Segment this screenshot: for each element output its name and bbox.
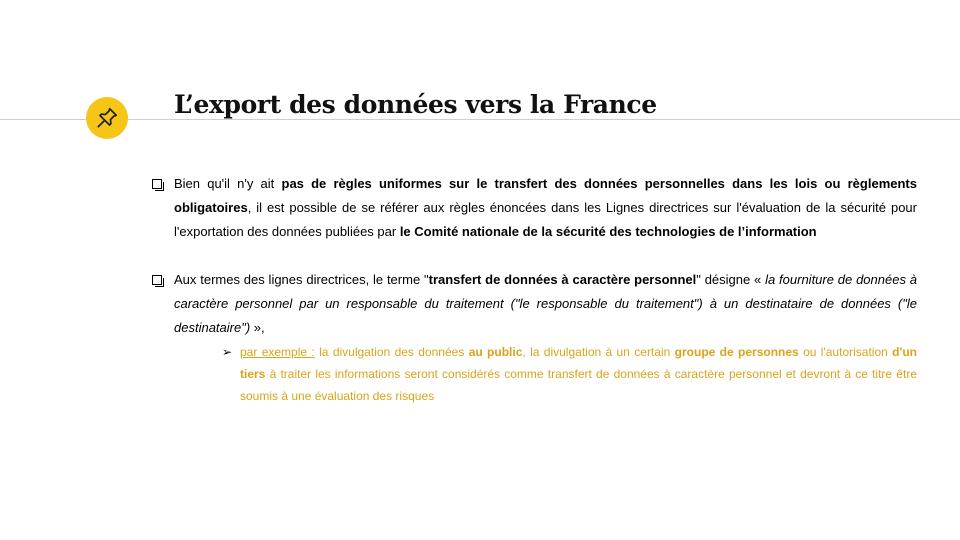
bullet-item-1 [150,172,917,244]
pin-badge [86,97,128,139]
text-run: , il est possible de se référer aux règles énoncées dans les Lignes directrices sur l'évaluation de la sécurité pour l'exportation des données publiées par [174,200,917,239]
text-run: Bien qu'il n'y ait [174,176,282,191]
text-run: la fourniture de données à caractère personnel par un responsable du traitement ("le responsable du traitement") à un destinataire de données ("le destinataire") [174,272,917,335]
text-run: Aux termes des lignes directrices, le terme " [174,272,429,287]
text-run: le Comité nationale de la sécurité des technologies de l’information [399,224,817,239]
title-divider [0,119,960,120]
text-run: à traiter les informations seront considérés comme transfert de données à caractère personnel et devront à ce titre être soumis à une évaluation des risques [240,367,917,403]
text-run: ou l'autorisation [798,345,893,359]
pushpin-icon [94,105,120,131]
slide-body [150,172,917,407]
bullet-item-2 [150,268,917,407]
text-run: transfert de données à caractère personnel [428,272,697,287]
text-run: groupe de personnes [674,345,799,359]
sub-bullet-text [240,345,917,403]
text-run: », [250,320,265,335]
text-run: la divulgation des données [314,345,469,359]
checkbox-bullet-icon [152,275,162,285]
text-run: d'un tiers [240,345,918,381]
text-run: , la divulgation à un certain [522,345,675,359]
bullet-text [174,272,917,335]
bullet-text [174,176,917,239]
checkbox-bullet-icon [152,179,162,189]
text-run: " désigne « [696,272,766,287]
text-run: par exemple : [240,345,315,359]
slide-title: L’export des données vers la France [174,90,657,119]
sub-bullet-item [222,341,918,407]
text-run: au public [468,345,523,359]
arrow-bullet-icon: ➢ [222,345,233,359]
text-run: pas de règles uniformes sur le transfert des données personnelles dans les lois ou règlements obligatoires [174,176,917,215]
